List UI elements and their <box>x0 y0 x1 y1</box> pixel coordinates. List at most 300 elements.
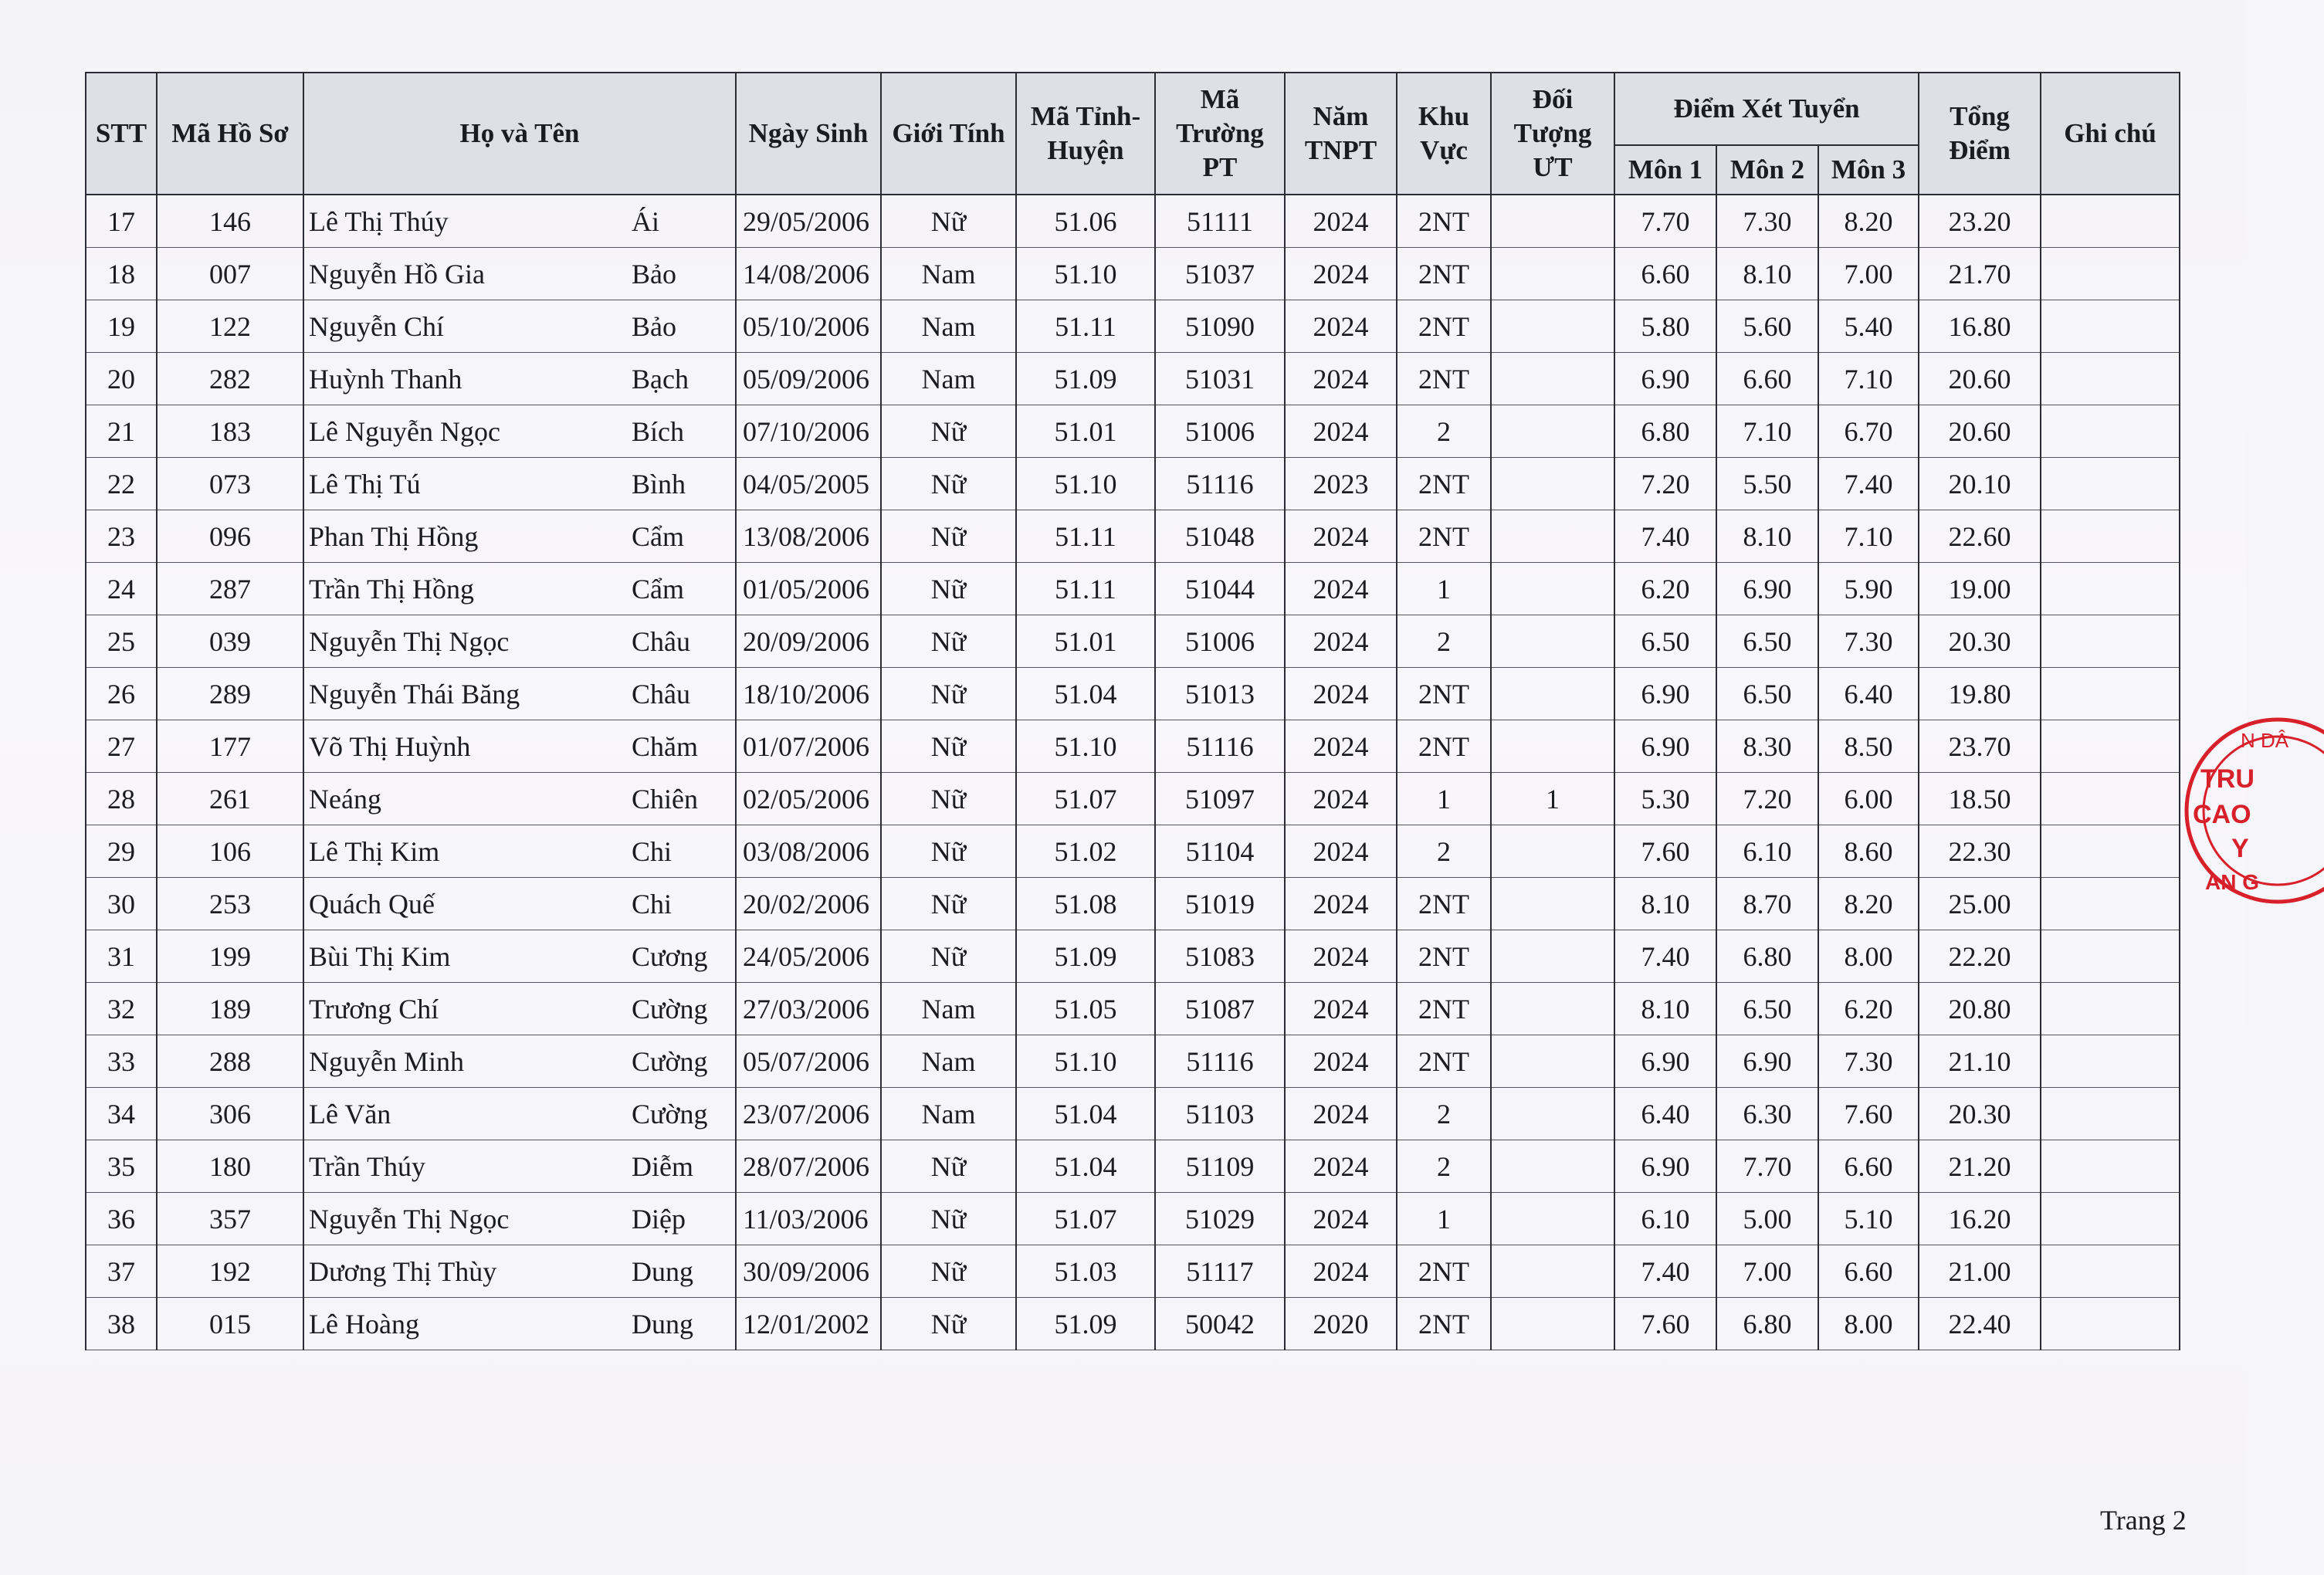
cell-doi-tuong-ut <box>1491 930 1614 983</box>
cell-ma-tinh-huyen: 51.11 <box>1016 300 1155 353</box>
cell-mon-1: 6.80 <box>1614 405 1716 458</box>
cell-nam-tnpt: 2024 <box>1285 668 1397 720</box>
cell-khu-vuc: 2 <box>1397 405 1491 458</box>
cell-stt: 37 <box>86 1245 157 1298</box>
cell-doi-tuong-ut <box>1491 1245 1614 1298</box>
cell-ten: Châu <box>632 678 690 710</box>
seal-text-line: N DÂ <box>2241 729 2289 752</box>
cell-gioi-tinh: Nam <box>881 248 1016 300</box>
cell-gioi-tinh: Nữ <box>881 825 1016 878</box>
cell-ten: Chi <box>632 835 672 867</box>
cell-ma-tinh-huyen: 51.11 <box>1016 510 1155 563</box>
cell-ma-truong-pt: 51097 <box>1155 773 1285 825</box>
cell-tong-diem: 21.20 <box>1919 1140 2041 1193</box>
cell-ten: Bích <box>632 415 684 447</box>
cell-ma-tinh-huyen: 51.09 <box>1016 353 1155 405</box>
cell-ten: Diễm <box>632 1150 693 1182</box>
cell-ma-truong-pt: 51019 <box>1155 878 1285 930</box>
cell-ma-truong-pt: 50042 <box>1155 1298 1285 1350</box>
cell-ho <box>303 773 736 825</box>
cell-ma-ho-so: 306 <box>157 1088 303 1140</box>
cell-mon-2: 5.50 <box>1716 458 1818 510</box>
cell-mon-2: 7.20 <box>1716 773 1818 825</box>
cell-mon-1: 6.10 <box>1614 1193 1716 1245</box>
cell-stt: 33 <box>86 1035 157 1088</box>
cell-ho <box>303 1088 736 1140</box>
cell-nam-tnpt: 2024 <box>1285 615 1397 668</box>
cell-ma-truong-pt: 51116 <box>1155 720 1285 773</box>
cell-khu-vuc: 2 <box>1397 825 1491 878</box>
cell-ma-ho-so: 192 <box>157 1245 303 1298</box>
cell-mon-2: 5.60 <box>1716 300 1818 353</box>
header-ma-ho-so: Mã Hồ Sơ <box>157 73 303 195</box>
cell-ghi-chu <box>2041 668 2180 720</box>
cell-doi-tuong-ut <box>1491 353 1614 405</box>
cell-ma-tinh-huyen: 51.10 <box>1016 248 1155 300</box>
cell-tong-diem: 23.20 <box>1919 195 2041 248</box>
cell-ho: Quách Quế <box>309 888 435 920</box>
cell-mon-2: 6.90 <box>1716 1035 1818 1088</box>
cell-ma-ho-so: 096 <box>157 510 303 563</box>
header-ma-truong-pt: Mã Trường PT <box>1155 73 1285 195</box>
cell-ho <box>303 1035 736 1088</box>
header-khu-vuc: Khu Vực <box>1397 73 1491 195</box>
cell-ghi-chu <box>2041 458 2180 510</box>
cell-ghi-chu <box>2041 1245 2180 1298</box>
cell-ma-truong-pt: 51117 <box>1155 1245 1285 1298</box>
header-mon-3: Môn 3 <box>1818 145 1919 195</box>
cell-doi-tuong-ut <box>1491 1298 1614 1350</box>
table-row <box>86 353 2180 405</box>
cell-mon-1: 6.90 <box>1614 1035 1716 1088</box>
cell-ghi-chu <box>2041 615 2180 668</box>
cell-ghi-chu <box>2041 983 2180 1035</box>
cell-nam-tnpt: 2024 <box>1285 1088 1397 1140</box>
cell-nam-tnpt: 2024 <box>1285 1193 1397 1245</box>
cell-ho: Lê Văn <box>309 1098 391 1130</box>
cell-ho: Võ Thị Huỳnh <box>309 730 471 762</box>
cell-khu-vuc: 2NT <box>1397 458 1491 510</box>
table-row <box>86 1193 2180 1245</box>
cell-ho <box>303 353 736 405</box>
cell-ngay-sinh: 30/09/2006 <box>736 1245 881 1298</box>
cell-doi-tuong-ut <box>1491 563 1614 615</box>
cell-nam-tnpt: 2023 <box>1285 458 1397 510</box>
cell-ho <box>303 668 736 720</box>
cell-ten: Chăm <box>632 730 698 762</box>
cell-khu-vuc: 2 <box>1397 1088 1491 1140</box>
header-mon-1: Môn 1 <box>1614 145 1716 195</box>
cell-nam-tnpt: 2020 <box>1285 1298 1397 1350</box>
cell-mon-3: 6.60 <box>1818 1140 1919 1193</box>
table-row <box>86 458 2180 510</box>
cell-nam-tnpt: 2024 <box>1285 405 1397 458</box>
cell-ma-truong-pt: 51044 <box>1155 563 1285 615</box>
cell-mon-2: 6.50 <box>1716 983 1818 1035</box>
cell-mon-1: 7.40 <box>1614 510 1716 563</box>
cell-ho <box>303 1193 736 1245</box>
header-diem-xet-tuyen: Điểm Xét Tuyển <box>1614 73 1919 145</box>
cell-gioi-tinh: Nữ <box>881 1298 1016 1350</box>
cell-doi-tuong-ut <box>1491 405 1614 458</box>
cell-doi-tuong-ut <box>1491 1088 1614 1140</box>
cell-doi-tuong-ut <box>1491 615 1614 668</box>
cell-tong-diem: 19.80 <box>1919 668 2041 720</box>
cell-ma-ho-so: 261 <box>157 773 303 825</box>
cell-gioi-tinh: Nữ <box>881 563 1016 615</box>
cell-ma-truong-pt: 51116 <box>1155 1035 1285 1088</box>
cell-khu-vuc: 2NT <box>1397 668 1491 720</box>
cell-gioi-tinh: Nữ <box>881 1193 1016 1245</box>
cell-doi-tuong-ut <box>1491 720 1614 773</box>
cell-ma-truong-pt: 51048 <box>1155 510 1285 563</box>
cell-mon-3: 8.20 <box>1818 878 1919 930</box>
cell-mon-3: 7.10 <box>1818 353 1919 405</box>
cell-ma-truong-pt: 51006 <box>1155 615 1285 668</box>
cell-ma-truong-pt: 51013 <box>1155 668 1285 720</box>
cell-mon-2: 6.80 <box>1716 930 1818 983</box>
cell-ho <box>303 615 736 668</box>
header-nam-tnpt: Năm TNPT <box>1285 73 1397 195</box>
header-ma-tinh-huyen: Mã Tỉnh-Huyện <box>1016 73 1155 195</box>
cell-ngay-sinh: 01/05/2006 <box>736 563 881 615</box>
cell-ten: Bảo <box>632 310 676 342</box>
cell-doi-tuong-ut <box>1491 668 1614 720</box>
header-ghi-chu: Ghi chú <box>2041 73 2180 195</box>
cell-ma-truong-pt: 51037 <box>1155 248 1285 300</box>
cell-khu-vuc: 2NT <box>1397 248 1491 300</box>
cell-ma-truong-pt: 51111 <box>1155 195 1285 248</box>
cell-ghi-chu <box>2041 1035 2180 1088</box>
cell-tong-diem: 20.60 <box>1919 405 2041 458</box>
cell-gioi-tinh: Nữ <box>881 405 1016 458</box>
cell-mon-3: 5.90 <box>1818 563 1919 615</box>
cell-ngay-sinh: 14/08/2006 <box>736 248 881 300</box>
cell-mon-2: 6.90 <box>1716 563 1818 615</box>
cell-ma-tinh-huyen: 51.01 <box>1016 615 1155 668</box>
cell-gioi-tinh: Nam <box>881 300 1016 353</box>
cell-nam-tnpt: 2024 <box>1285 930 1397 983</box>
cell-ho <box>303 720 736 773</box>
cell-ten: Diệp <box>632 1203 686 1235</box>
cell-nam-tnpt: 2024 <box>1285 353 1397 405</box>
cell-ma-tinh-huyen: 51.10 <box>1016 1035 1155 1088</box>
cell-gioi-tinh: Nữ <box>881 510 1016 563</box>
cell-ma-tinh-huyen: 51.05 <box>1016 983 1155 1035</box>
cell-ma-ho-so: 177 <box>157 720 303 773</box>
table-body <box>86 195 2180 1350</box>
cell-mon-2: 6.60 <box>1716 353 1818 405</box>
header-doi-tuong-ut: Đối Tượng ƯT <box>1491 73 1614 195</box>
cell-ngay-sinh: 29/05/2006 <box>736 195 881 248</box>
cell-gioi-tinh: Nữ <box>881 720 1016 773</box>
table-row <box>86 248 2180 300</box>
cell-mon-2: 8.10 <box>1716 510 1818 563</box>
cell-mon-2: 6.30 <box>1716 1088 1818 1140</box>
cell-doi-tuong-ut <box>1491 825 1614 878</box>
cell-ten: Bình <box>632 468 686 500</box>
cell-ma-tinh-huyen: 51.04 <box>1016 1088 1155 1140</box>
cell-stt: 17 <box>86 195 157 248</box>
cell-ngay-sinh: 07/10/2006 <box>736 405 881 458</box>
cell-ten: Dung <box>632 1255 693 1287</box>
cell-ngay-sinh: 11/03/2006 <box>736 1193 881 1245</box>
cell-ma-ho-so: 199 <box>157 930 303 983</box>
cell-mon-3: 7.30 <box>1818 1035 1919 1088</box>
seal-text-line: CAO <box>2193 800 2251 829</box>
cell-ngay-sinh: 24/05/2006 <box>736 930 881 983</box>
cell-gioi-tinh: Nữ <box>881 668 1016 720</box>
cell-ngay-sinh: 20/02/2006 <box>736 878 881 930</box>
table-row <box>86 1298 2180 1350</box>
cell-khu-vuc: 2NT <box>1397 878 1491 930</box>
cell-mon-3: 8.00 <box>1818 1298 1919 1350</box>
cell-tong-diem: 20.30 <box>1919 1088 2041 1140</box>
table-row <box>86 510 2180 563</box>
cell-ma-ho-so: 039 <box>157 615 303 668</box>
header-stt: STT <box>86 73 157 195</box>
cell-ghi-chu <box>2041 510 2180 563</box>
cell-doi-tuong-ut <box>1491 300 1614 353</box>
cell-mon-2: 8.30 <box>1716 720 1818 773</box>
cell-gioi-tinh: Nam <box>881 353 1016 405</box>
cell-mon-3: 8.00 <box>1818 930 1919 983</box>
cell-nam-tnpt: 2024 <box>1285 563 1397 615</box>
cell-mon-2: 7.10 <box>1716 405 1818 458</box>
cell-mon-1: 6.90 <box>1614 720 1716 773</box>
cell-nam-tnpt: 2024 <box>1285 983 1397 1035</box>
cell-mon-3: 5.40 <box>1818 300 1919 353</box>
cell-stt: 23 <box>86 510 157 563</box>
cell-mon-1: 8.10 <box>1614 878 1716 930</box>
cell-ma-truong-pt: 51083 <box>1155 930 1285 983</box>
cell-mon-2: 6.10 <box>1716 825 1818 878</box>
cell-doi-tuong-ut <box>1491 1140 1614 1193</box>
cell-ten: Bảo <box>632 258 676 290</box>
cell-nam-tnpt: 2024 <box>1285 510 1397 563</box>
cell-khu-vuc: 2NT <box>1397 720 1491 773</box>
header-mon-2: Môn 2 <box>1716 145 1818 195</box>
cell-stt: 31 <box>86 930 157 983</box>
cell-mon-3: 6.70 <box>1818 405 1919 458</box>
cell-ho: Nguyễn Thị Ngọc <box>309 625 510 657</box>
cell-mon-3: 6.00 <box>1818 773 1919 825</box>
cell-tong-diem: 19.00 <box>1919 563 2041 615</box>
table-header <box>86 73 2180 195</box>
cell-stt: 26 <box>86 668 157 720</box>
cell-ho <box>303 1298 736 1350</box>
cell-mon-2: 6.50 <box>1716 668 1818 720</box>
cell-gioi-tinh: Nữ <box>881 458 1016 510</box>
cell-khu-vuc: 2NT <box>1397 195 1491 248</box>
cell-ghi-chu <box>2041 353 2180 405</box>
cell-stt: 24 <box>86 563 157 615</box>
cell-mon-1: 5.80 <box>1614 300 1716 353</box>
cell-ghi-chu <box>2041 1088 2180 1140</box>
cell-ten: Cường <box>632 1098 708 1130</box>
cell-ghi-chu <box>2041 825 2180 878</box>
table-row <box>86 773 2180 825</box>
cell-tong-diem: 21.10 <box>1919 1035 2041 1088</box>
cell-ma-ho-so: 357 <box>157 1193 303 1245</box>
cell-ten: Cẩm <box>632 520 684 552</box>
cell-ma-ho-so: 253 <box>157 878 303 930</box>
cell-mon-2: 7.70 <box>1716 1140 1818 1193</box>
cell-stt: 27 <box>86 720 157 773</box>
cell-ho: Nguyễn Thái Băng <box>309 678 520 710</box>
cell-ten: Chi <box>632 888 672 920</box>
cell-tong-diem: 16.20 <box>1919 1193 2041 1245</box>
cell-mon-1: 6.90 <box>1614 668 1716 720</box>
cell-ghi-chu <box>2041 248 2180 300</box>
cell-doi-tuong-ut <box>1491 248 1614 300</box>
cell-stt: 25 <box>86 615 157 668</box>
cell-tong-diem: 20.60 <box>1919 353 2041 405</box>
cell-ho: Dương Thị Thùy <box>309 1255 497 1287</box>
admission-table <box>85 72 2180 1350</box>
cell-ho: Lê Thị Kim <box>309 835 440 867</box>
cell-ho <box>303 930 736 983</box>
cell-stt: 20 <box>86 353 157 405</box>
cell-ho: Bùi Thị Kim <box>309 940 451 972</box>
cell-ma-tinh-huyen: 51.10 <box>1016 458 1155 510</box>
cell-mon-2: 8.10 <box>1716 248 1818 300</box>
cell-ma-tinh-huyen: 51.03 <box>1016 1245 1155 1298</box>
cell-nam-tnpt: 2024 <box>1285 195 1397 248</box>
cell-mon-3: 8.50 <box>1818 720 1919 773</box>
cell-ho: Neáng <box>309 783 381 815</box>
cell-ma-truong-pt: 51087 <box>1155 983 1285 1035</box>
table-row <box>86 1140 2180 1193</box>
cell-ma-ho-so: 180 <box>157 1140 303 1193</box>
cell-ma-ho-so: 106 <box>157 825 303 878</box>
cell-ho <box>303 825 736 878</box>
cell-ten: Cường <box>632 993 708 1025</box>
cell-ngay-sinh: 01/07/2006 <box>736 720 881 773</box>
cell-doi-tuong-ut <box>1491 983 1614 1035</box>
cell-ho: Lê Thị Thúy <box>309 205 449 237</box>
cell-gioi-tinh: Nữ <box>881 615 1016 668</box>
cell-ma-tinh-huyen: 51.01 <box>1016 405 1155 458</box>
cell-ho: Nguyễn Hồ Gia <box>309 258 485 290</box>
cell-ngay-sinh: 05/09/2006 <box>736 353 881 405</box>
cell-mon-1: 7.70 <box>1614 195 1716 248</box>
cell-gioi-tinh: Nam <box>881 1088 1016 1140</box>
cell-khu-vuc: 2 <box>1397 615 1491 668</box>
cell-mon-3: 7.60 <box>1818 1088 1919 1140</box>
cell-mon-1: 6.90 <box>1614 353 1716 405</box>
cell-nam-tnpt: 2024 <box>1285 825 1397 878</box>
cell-stt: 22 <box>86 458 157 510</box>
cell-mon-2: 6.50 <box>1716 615 1818 668</box>
cell-stt: 35 <box>86 1140 157 1193</box>
cell-stt: 18 <box>86 248 157 300</box>
cell-tong-diem: 21.70 <box>1919 248 2041 300</box>
cell-stt: 21 <box>86 405 157 458</box>
cell-gioi-tinh: Nam <box>881 983 1016 1035</box>
cell-mon-2: 8.70 <box>1716 878 1818 930</box>
table-row <box>86 720 2180 773</box>
cell-mon-1: 6.20 <box>1614 563 1716 615</box>
cell-stt: 34 <box>86 1088 157 1140</box>
cell-mon-3: 6.20 <box>1818 983 1919 1035</box>
cell-ngay-sinh: 04/05/2005 <box>736 458 881 510</box>
cell-ma-tinh-huyen: 51.10 <box>1016 720 1155 773</box>
table-row <box>86 1088 2180 1140</box>
cell-gioi-tinh: Nữ <box>881 1245 1016 1298</box>
cell-stt: 19 <box>86 300 157 353</box>
cell-ho <box>303 563 736 615</box>
cell-ma-tinh-huyen: 51.04 <box>1016 1140 1155 1193</box>
cell-ngay-sinh: 18/10/2006 <box>736 668 881 720</box>
cell-mon-3: 8.60 <box>1818 825 1919 878</box>
cell-ho: Phan Thị Hồng <box>309 520 479 552</box>
cell-ho <box>303 300 736 353</box>
table-row <box>86 615 2180 668</box>
cell-nam-tnpt: 2024 <box>1285 300 1397 353</box>
cell-nam-tnpt: 2024 <box>1285 1245 1397 1298</box>
cell-tong-diem: 22.60 <box>1919 510 2041 563</box>
cell-khu-vuc: 2NT <box>1397 1245 1491 1298</box>
cell-ho: Trương Chí <box>309 993 439 1025</box>
cell-ten: Cẩm <box>632 573 684 605</box>
cell-ma-tinh-huyen: 51.09 <box>1016 930 1155 983</box>
cell-gioi-tinh: Nữ <box>881 930 1016 983</box>
table-row <box>86 563 2180 615</box>
cell-ghi-chu <box>2041 563 2180 615</box>
cell-ma-truong-pt: 51103 <box>1155 1088 1285 1140</box>
cell-ma-ho-so: 073 <box>157 458 303 510</box>
cell-ho: Lê Hoàng <box>309 1308 419 1340</box>
cell-khu-vuc: 2NT <box>1397 300 1491 353</box>
cell-tong-diem: 23.70 <box>1919 720 2041 773</box>
cell-ho: Lê Nguyễn Ngọc <box>309 415 500 447</box>
table-row <box>86 878 2180 930</box>
cell-ngay-sinh: 20/09/2006 <box>736 615 881 668</box>
cell-ho <box>303 878 736 930</box>
table-row <box>86 195 2180 248</box>
cell-mon-2: 7.00 <box>1716 1245 1818 1298</box>
cell-tong-diem: 25.00 <box>1919 878 2041 930</box>
cell-ngay-sinh: 05/07/2006 <box>736 1035 881 1088</box>
cell-ghi-chu <box>2041 878 2180 930</box>
cell-doi-tuong-ut <box>1491 195 1614 248</box>
cell-ma-tinh-huyen: 51.06 <box>1016 195 1155 248</box>
seal-text-line: AN G <box>2205 870 2259 894</box>
cell-mon-1: 6.40 <box>1614 1088 1716 1140</box>
cell-stt: 28 <box>86 773 157 825</box>
official-seal <box>2170 710 2324 911</box>
cell-ma-tinh-huyen: 51.04 <box>1016 668 1155 720</box>
cell-ghi-chu <box>2041 1298 2180 1350</box>
cell-ngay-sinh: 05/10/2006 <box>736 300 881 353</box>
cell-tong-diem: 20.80 <box>1919 983 2041 1035</box>
cell-ho <box>303 510 736 563</box>
cell-ho: Nguyễn Thị Ngọc <box>309 1203 510 1235</box>
cell-tong-diem: 16.80 <box>1919 300 2041 353</box>
cell-ghi-chu <box>2041 720 2180 773</box>
cell-nam-tnpt: 2024 <box>1285 878 1397 930</box>
cell-ho <box>303 458 736 510</box>
cell-mon-1: 6.50 <box>1614 615 1716 668</box>
cell-ghi-chu <box>2041 300 2180 353</box>
cell-mon-3: 7.00 <box>1818 248 1919 300</box>
cell-ghi-chu <box>2041 773 2180 825</box>
cell-ma-truong-pt: 51109 <box>1155 1140 1285 1193</box>
cell-nam-tnpt: 2024 <box>1285 773 1397 825</box>
cell-mon-1: 7.40 <box>1614 930 1716 983</box>
cell-gioi-tinh: Nữ <box>881 1140 1016 1193</box>
